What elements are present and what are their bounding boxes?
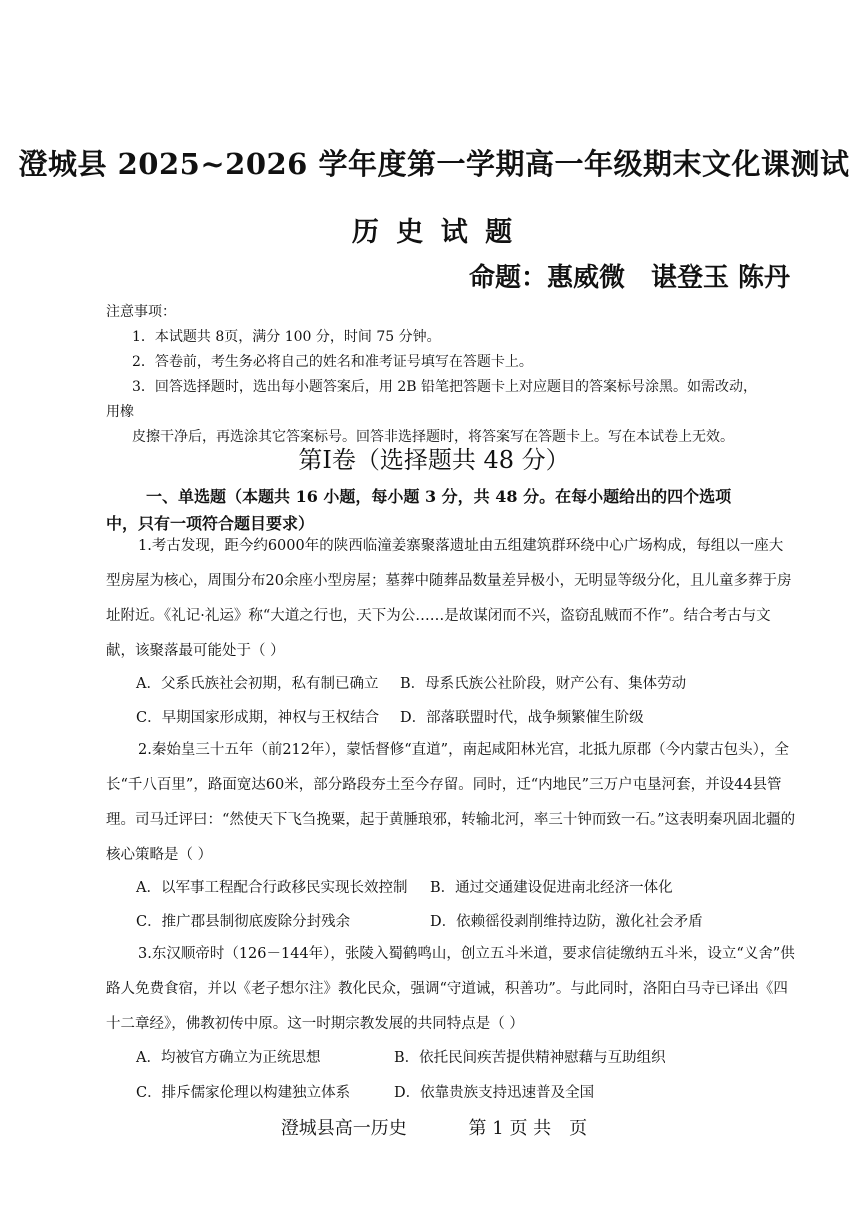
option-b: B．依托民间疾苦提供精神慰藉与互助组织 [394, 1050, 666, 1066]
note-item: 3．回答选择题时，选出每小题答案后，用 2B 铅笔把答题卡上对应题目的答案标号涂黑。如需改动， [132, 379, 758, 395]
option-b: B．通过交通建设促进南北经济一体化 [430, 880, 673, 896]
section-line: 中，只有一项符合题目要求） [106, 514, 315, 533]
option-c: C．推广郡县制彻底废除分封残余 [136, 914, 351, 930]
question-3 [106, 937, 796, 1042]
option-c: C．排斥儒家伦理以构建独立体系 [136, 1085, 351, 1101]
question-1 [106, 529, 796, 669]
subject-title: 历 史 试 题 [351, 217, 517, 248]
note-item: 皮擦干净后，再选涂其它答案标号。回答非选择题时，将答案写在答题卡上。写在本试卷上无效。 [132, 429, 734, 445]
question-stem: 1.考古发现，距今约6000年的陕西临潼姜寨聚落遗址由五组建筑群环绕中心广场构成，每组以一座大型房屋为核心，周围分布20余座小型房屋；墓葬中随葬品数量差异极小，无明显等级分化，且儿童多葬于房址附近。《礼记·礼运》称“大道之行也，天下为公……是故谋闭而不兴，盗窃乱贼而不作”。结合考古与文献，该聚落最可能处于（ ） [106, 538, 792, 659]
option-a: A．均被官方确立为正统思想 [136, 1050, 321, 1066]
option-b: B．母系氏族公社阶段，财产公有、集体劳动 [400, 676, 687, 692]
question-stem: 3.东汉顺帝时（126－144年），张陵入蜀鹤鸣山，创立五斗米道，要求信徒缴纳五斗米，设立“义舍”供路人免费食宿，并以《老子想尔注》教化民众，强调“守道诫，积善功”。与此同时，洛阳白马寺已译出《四十二章经》，佛教初传中原。这一时期宗教发展的共同特点是（ ） [106, 946, 795, 1032]
option-a: A．以军事工程配合行政移民实现长效控制 [136, 880, 408, 896]
notes [106, 300, 757, 450]
option-a: A．父系氏族社会初期，私有制已确立 [136, 676, 379, 692]
question-2 [106, 733, 796, 873]
option-d: D．依赖徭役剥削维持边防，激化社会矛盾 [430, 914, 703, 930]
notes-heading: 注意事项： [106, 304, 176, 320]
volume-title: 第Ⅰ卷（选择题共 48 分） [298, 446, 570, 474]
footer-page-number: 第 1 页 共 页 [468, 1118, 588, 1139]
page-footer [0, 1114, 868, 1140]
section-line: 一、单选题（本题共 16 小题，每小题 3 分，共 48 分。在每小题给出的四个选项 [146, 487, 732, 506]
note-item: 用橡 [106, 404, 134, 420]
note-item: 2．答卷前，考生务必将自己的姓名和准考证号填写在答题卡上。 [132, 354, 533, 370]
question-stem: 2.秦始皇三十五年（前212年），蒙恬督修“直道”，南起咸阳林光宫，北抵九原郡（今内蒙古包头），全长“千八百里”，路面宽达60米，部分路段夯土至今存留。同时，迁“内地民”三万户屯垦河套，并设44县管理。司马迁评曰：“然使天下飞刍挽粟，起于黄腄琅邪，转输北河，率三十钟而致一石。”这表明秦巩固北疆的核心策略是（ ） [106, 742, 796, 863]
option-d: D．依靠贵族支持迅速普及全国 [394, 1085, 595, 1101]
authors: 命题：惠威微 谌登玉 陈丹 [468, 263, 790, 293]
footer-course: 澄城县高一历史 [280, 1118, 407, 1139]
exam-title: 澄城县 2025~2026 学年度第一学期高一年级期末文化课测试 [18, 147, 850, 181]
note-item: 1．本试题共 8页，满分 100 分，时间 75 分钟。 [132, 329, 441, 345]
option-d: D．部落联盟时代，战争频繁催生阶级 [400, 710, 644, 726]
option-c: C．早期国家形成期，神权与王权结合 [136, 710, 380, 726]
